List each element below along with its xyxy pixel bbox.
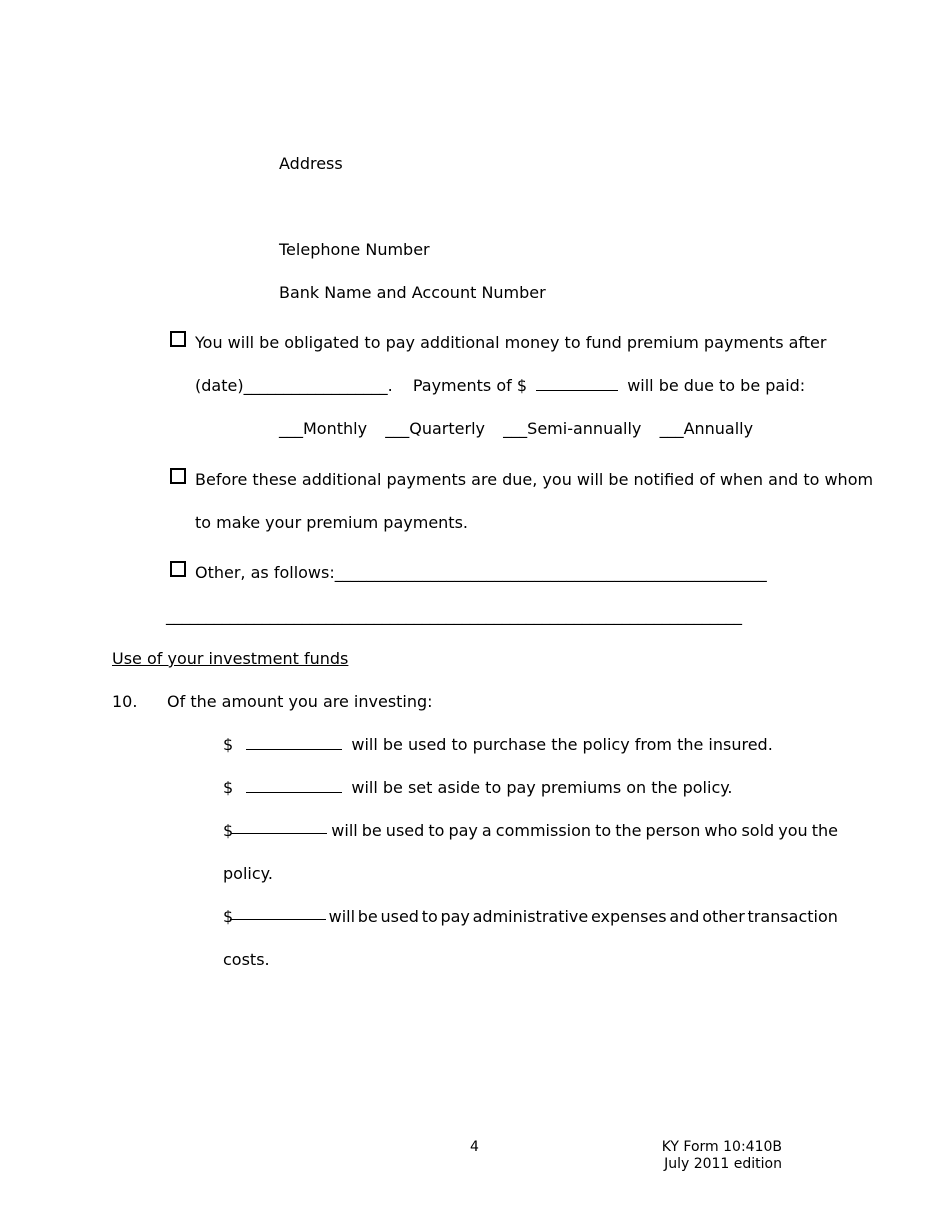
obligated-line2 xyxy=(195,376,805,395)
use-row-premiums xyxy=(223,778,733,797)
frequency-quarterly[interactable]: ___Quarterly xyxy=(385,419,485,438)
word: the xyxy=(811,821,838,840)
word: transaction xyxy=(747,907,838,926)
commission-amount-field[interactable] xyxy=(231,821,327,834)
form-edition: July 2011 edition xyxy=(664,1156,782,1172)
word: commission xyxy=(495,821,592,840)
page-number: 4 xyxy=(470,1139,479,1155)
purchase-amount-field[interactable] xyxy=(246,737,342,750)
word: other xyxy=(702,907,745,926)
word: pay xyxy=(448,821,478,840)
word: be xyxy=(361,821,382,840)
word: and xyxy=(669,907,700,926)
notified-line1: Before these additional payments are due, you will be notified of when and to whom xyxy=(195,470,874,489)
obligated-checkbox[interactable] xyxy=(170,331,186,347)
word: who xyxy=(704,821,738,840)
administrative-continuation: costs. xyxy=(223,950,270,969)
word: you xyxy=(778,821,808,840)
notified-line2: to make your premium payments. xyxy=(195,513,468,532)
notified-checkbox[interactable] xyxy=(170,468,186,484)
word: used xyxy=(385,821,425,840)
word: to xyxy=(595,821,612,840)
word: expenses xyxy=(590,907,667,926)
word: to xyxy=(421,907,438,926)
address-label: Address xyxy=(279,154,343,173)
frequency-semi-annually[interactable]: ___Semi-annually xyxy=(503,419,642,438)
administrative-amount-field[interactable] xyxy=(230,907,326,920)
other-checkbox[interactable] xyxy=(170,561,186,577)
obligated-line1: You will be obligated to pay additional money to fund premium payments after xyxy=(195,333,827,352)
frequency-monthly[interactable]: ___Monthly xyxy=(279,419,368,438)
currency-symbol: $ xyxy=(223,907,234,926)
word: administrative xyxy=(472,907,589,926)
use-text: will be set aside to pay premiums on the policy. xyxy=(351,778,733,797)
section-heading: Use of your investment funds xyxy=(112,649,349,668)
payments-label: Payments of $ xyxy=(412,376,527,395)
use-row-purchase xyxy=(223,735,773,754)
premiums-amount-field[interactable] xyxy=(246,780,342,793)
currency-symbol: $ xyxy=(223,821,234,840)
use-row-administrative xyxy=(223,907,838,926)
other-label[interactable]: Other, as follows:______________________________________________________ xyxy=(195,563,767,582)
currency-symbol: $ xyxy=(223,735,234,754)
item-intro: Of the amount you are investing: xyxy=(167,692,433,711)
bank-account-label: Bank Name and Account Number xyxy=(279,283,546,302)
word: sold xyxy=(741,821,775,840)
word: to xyxy=(428,821,445,840)
telephone-label: Telephone Number xyxy=(279,240,430,259)
commission-line xyxy=(223,821,838,840)
word: pay xyxy=(440,907,470,926)
word: will xyxy=(328,907,356,926)
frequency-annually[interactable]: ___Annually xyxy=(659,419,754,438)
word: a xyxy=(481,821,492,840)
use-text: will be used to purchase the policy from the insured. xyxy=(351,735,773,754)
word: will xyxy=(331,821,358,840)
word: the xyxy=(615,821,642,840)
currency-symbol: $ xyxy=(223,778,234,797)
word: used xyxy=(380,907,419,926)
frequency-options xyxy=(279,419,753,438)
word: person xyxy=(645,821,701,840)
item-number: 10. xyxy=(112,692,138,711)
commission-continuation: policy. xyxy=(223,864,273,883)
date-blank-label: (date)__________________. xyxy=(195,376,393,395)
use-row-commission xyxy=(223,821,838,840)
due-label: will be due to be paid: xyxy=(627,376,806,395)
other-continuation-line[interactable]: ________________________________________________________________________ xyxy=(166,606,742,625)
form-id: KY Form 10:410B xyxy=(661,1139,782,1155)
payment-amount-field[interactable] xyxy=(536,378,618,391)
word: be xyxy=(357,907,378,926)
administrative-line xyxy=(223,907,838,926)
